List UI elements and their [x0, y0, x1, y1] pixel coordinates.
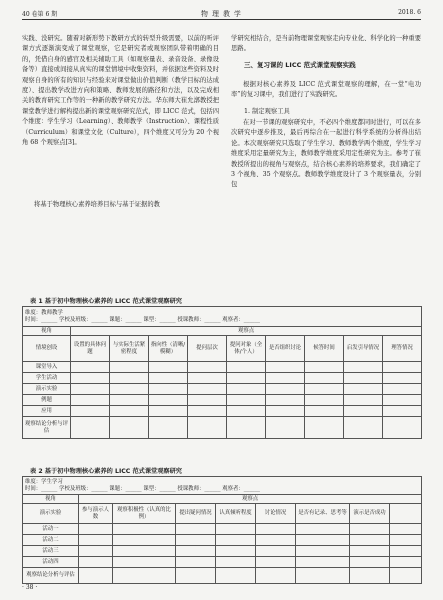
table1-col-label: 视角 [23, 327, 71, 336]
table2-row-label: 活动一 [23, 524, 79, 535]
right-intro: 学研究相结合，是当前物理课堂观察走向专业化、科学化的一种重要思路。 [231, 35, 421, 53]
table2-row-label: 活动二 [23, 535, 79, 546]
table2-col-label: 视角 [23, 495, 79, 504]
table1-row-label: 应用 [23, 406, 71, 417]
table-row [23, 395, 422, 406]
table1-col-header: 候答时间 [305, 336, 344, 362]
table2-row-label: 活动四 [23, 557, 79, 568]
subsection-title: 1. 制定观察工具 [244, 108, 290, 115]
table1-col-header: 理答情况 [383, 336, 422, 362]
table1-row-label: 观察结论分析与评估 [23, 417, 71, 439]
table-row [23, 417, 422, 439]
table1-row-label: 例题 [23, 395, 71, 406]
table1-meta-cell [23, 307, 422, 327]
header-date: 2018. 6 [398, 9, 421, 16]
table1-caption: 表 1 基于初中物理核心素养的 LICC 范式课堂观察研究 [30, 298, 182, 305]
table-row [23, 373, 422, 384]
table2-caption: 表 2 基于初中物理核心素养的 LICC 范式课堂观察研究 [30, 468, 182, 475]
table2 [22, 476, 422, 584]
table2-col-header: 观察积极性（认真的比例） [113, 504, 176, 524]
table2-meta: 时间：______ 学校及班级：______ 课题：______ 课型：______ 授课教师：______ 观察者：______ [25, 485, 260, 492]
table-row [23, 557, 422, 568]
table1 [22, 306, 422, 439]
table1-dimension: 维度：教师教学 [25, 309, 63, 316]
table1-col-header: 启发引导情况 [344, 336, 383, 362]
table1-col-header: 提问层次 [188, 336, 227, 362]
table1-obs-label: 观察点 [71, 327, 422, 336]
table1-row-label: 学生活动 [23, 373, 71, 384]
table-row [23, 535, 422, 546]
table1-meta: 时间：______ 学校及班级：______ 课题：______ 课型：______ 授课教师：______ 观察者：______ [25, 316, 260, 323]
table1-col-header: 是否组织讨论 [266, 336, 305, 362]
table1-col-header: 与实际生活紧密程度 [110, 336, 149, 362]
left-paragraph-1: 实践、没研究。随着对新形势下教研方式的转型升级需要，以前的听评课方式逐渐演变成了课堂观察，它是研究者或观察团队带着明确的目的，凭借自身的感官及相关辅助工具（如观察量表、录音设备、录像设备等）直接或间接从真实的课堂情境中收集资料，并依据这些资料及时观察自身的所有的知识与经验来对课堂做出价值判断（教学目标的达成度）、提出教学改进方向和策略、教师发展的路径和方法，以及完成相关的教育研究工作等的一种新的教学研究方法。华东师大崔允漷教授把课堂教学进行解构提出新的课堂观察研究范式，即 LICC 范式，包括四个维度：学生学习（Learning）、教师教学（Instruction）、课程性质（Curriculum）和课堂文化（Culture），四个维度又可分为 20 个视角 68 个观察点[3]。 [22, 35, 219, 147]
table1-col-header: 提问对象（全体/个人） [227, 336, 266, 362]
left-column [22, 34, 219, 210]
table2-col-header: 认真倾听程度 [216, 504, 256, 524]
table-row [23, 384, 422, 395]
right-paragraph-2: 根据对核心素养及 LICC 范式课堂观察的理解，在一堂“电功率”的复习课中，我们进行了实践研究。 [231, 81, 421, 99]
table2-col-header: 演示是否成功 [350, 504, 390, 524]
table2-meta-cell [23, 477, 422, 495]
header-volume: 40 卷第 6 期 [22, 11, 58, 18]
table-row [23, 362, 422, 373]
table-row [23, 406, 422, 417]
table-row [23, 524, 422, 535]
table1-row-header: 情境创设 [23, 336, 71, 362]
left-paragraph-2: 将基于物理核心素养培养目标与基于证据的教 [34, 201, 160, 208]
right-paragraph-3: 在对一节课的观察研究中，不必四个维度都同时进行，可以在多次研究中逐步推及，最后再综合在一起进行科学系统的分析得出结论。本次观察研究只选取了学生学习、教师教学两个维度，学生学习维度采用定量研究为主，教师教学维度采用定性研究为主。参考了崔教授所提出的视角与观察点，结合核心素养的培养要求，我们确定了 3 个视角、35 个观察点。教师教学维度设计了 3 个观察量表，分别包 [231, 119, 421, 189]
table1-col-header: 设置的具体问题 [71, 336, 110, 362]
table2-col-header: 参与演示人数 [79, 504, 113, 524]
table2-col-header: 讨论情况 [256, 504, 296, 524]
page-number: · 38 · [22, 584, 38, 591]
table2-row-label: 观察结论分析与评估 [23, 568, 79, 584]
table2-row-header: 演示实验 [23, 504, 79, 524]
table2-obs-label: 观察点 [79, 495, 422, 504]
table1-row-label: 演示实验 [23, 384, 71, 395]
section-title: 三、复习课的 LICC 范式课堂观察实践 [244, 61, 356, 69]
table1-col-header: 指向性（清晰/模糊） [149, 336, 188, 362]
table1-row-label: 课堂导入 [23, 362, 71, 373]
table2-col-header: 是否有记录、思考等 [296, 504, 350, 524]
table2-row-label: 活动三 [23, 546, 79, 557]
header-journal-title: 物 理 教 学 [201, 10, 242, 18]
table2-dimension: 维度：学生学习 [25, 478, 63, 485]
table-row [23, 546, 422, 557]
header-rule [22, 19, 421, 20]
table2-col-header: 提出疑问情况 [176, 504, 216, 524]
table-row [23, 568, 422, 584]
